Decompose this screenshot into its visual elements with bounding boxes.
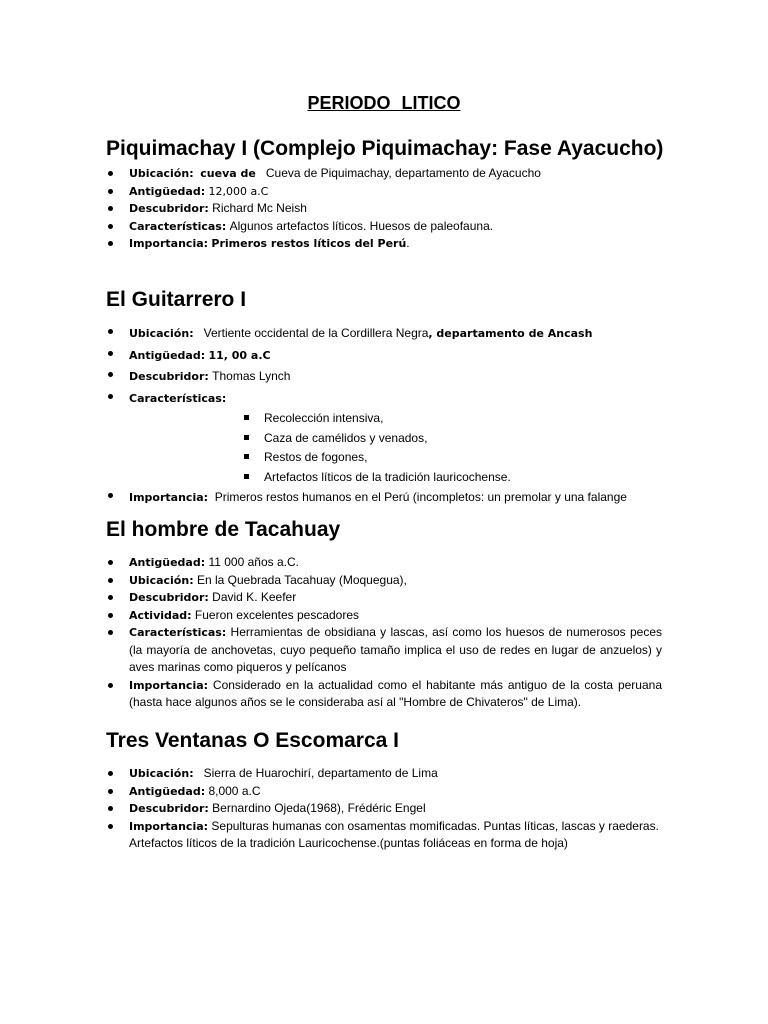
item-suffix: , departamento de Ancash <box>428 327 593 340</box>
item-label: Características: <box>129 391 227 405</box>
item-text: David K. Keefer <box>212 590 297 604</box>
list-item <box>106 554 662 572</box>
item-text: 8,000 a.C <box>208 783 261 798</box>
item-text: Bernardino Ojeda(1968), Frédéric Engel <box>212 801 426 815</box>
list-item <box>106 235 662 253</box>
item-label: Antigüedad: <box>129 556 206 569</box>
item-label: Descubridor: <box>129 591 209 604</box>
item-label: Descubridor: <box>129 202 209 215</box>
item-text: Sierra de Huarochirí, departamento de Lima <box>203 766 438 780</box>
list-item <box>106 345 662 367</box>
list-item <box>106 818 662 853</box>
item-text: Primeros restos humanos en el Perú (incompletos: un premolar y una falange <box>214 490 627 504</box>
item-label: Características: <box>129 219 227 233</box>
item-text: 11, 00 a.C <box>208 348 271 362</box>
list-item <box>106 366 662 388</box>
sub-list <box>129 409 662 487</box>
item-label: Importancia: <box>129 819 209 833</box>
list-item <box>106 487 662 509</box>
section-tres-ventanas <box>106 728 662 853</box>
document-title: PERIODO LITICO <box>307 93 461 113</box>
item-text: Thomas Lynch <box>212 369 291 383</box>
item-label: Importancia: <box>129 678 209 692</box>
list-item <box>106 800 662 818</box>
item-text: En la Quebrada Tacahuay (Moquegua), <box>196 572 407 587</box>
section-title: Tres Ventanas O Escomarca I <box>106 729 399 752</box>
item-text: Cueva de Piquimachay, departamento de Ayacucho <box>265 166 541 180</box>
list-item <box>106 765 662 783</box>
list-item <box>106 572 662 590</box>
item-label: Actividad: <box>129 608 192 622</box>
list-item <box>106 624 662 677</box>
item-label: Ubicación: <box>129 573 194 587</box>
list-item <box>106 165 662 183</box>
list-item <box>106 323 662 345</box>
item-text: Sepulturas humanas con osamentas momificadas. Puntas líticas, lascas y raederas. Artefactos líticos de la tradición Lauricochense.(puntas foliáceas en forma de hoja) <box>129 818 659 850</box>
item-label: Ubicación: <box>129 327 194 340</box>
item-text: 11 000 años a.C. <box>208 555 299 569</box>
sub-list-item: Recolección intensiva, <box>241 409 662 429</box>
list-item <box>106 677 662 712</box>
item-list <box>106 165 662 253</box>
item-text: Considerado en la actualidad como el habitante más antiguo de la costa peruana (hasta hace algunos años se le consideraba así al "Hombre de Chivateros" de Lima). <box>129 677 662 709</box>
sub-list-item: Artefactos líticos de la tradición lauricochense. <box>241 468 662 488</box>
item-label: Ubicación: <box>129 167 194 180</box>
section-tacahuay <box>106 517 662 712</box>
item-label: Descubridor: <box>129 370 209 383</box>
list-item <box>106 218 662 236</box>
item-text: Herramientas de obsidiana y lascas, así como los huesos de numerosos peces (la mayoría de anchovetas, cuyo pequeño tamaño implica el uso de redes en lugar de anzuelos) y aves marinas como piqueros y pelícanos <box>129 625 662 674</box>
section-guitarrero <box>106 287 662 509</box>
list-item <box>106 607 662 625</box>
list-item <box>106 200 662 218</box>
list-item <box>106 589 662 607</box>
section-title: El hombre de Tacahuay <box>106 518 341 541</box>
list-item <box>106 388 662 488</box>
section-piquimachay <box>106 136 662 253</box>
item-list <box>106 765 662 853</box>
item-label: Importancia: <box>129 237 209 250</box>
item-text: Algunos artefactos líticos. Huesos de paleofauna. <box>229 218 494 233</box>
item-text: Vertiente occidental de la Cordillera Negra <box>203 326 429 340</box>
item-text: Fueron excelentes pescadores <box>194 607 360 622</box>
item-prefix: cueva de <box>200 167 256 180</box>
item-label: Importancia: <box>129 491 209 504</box>
sub-list-item: Caza de camélidos y venados, <box>241 429 662 449</box>
section-title: Piquimachay I (Complejo Piquimachay: Fase Ayacucho) <box>106 137 664 160</box>
list-item <box>106 183 662 201</box>
item-label: Características: <box>129 626 227 639</box>
item-label: Antigüedad: <box>129 184 206 198</box>
item-label: Antigüedad: <box>129 784 206 798</box>
list-item <box>106 783 662 801</box>
item-text: 12,000 a.C <box>208 184 269 198</box>
item-suffix: . <box>406 236 410 250</box>
item-list <box>106 554 662 712</box>
section-title: El Guitarrero I <box>106 288 247 311</box>
item-label: Antigüedad: <box>129 348 206 362</box>
sub-list-item: Restos de fogones, <box>241 448 662 468</box>
item-text: Primeros restos líticos del Perú <box>211 237 407 250</box>
item-text: Richard Mc Neish <box>212 201 307 215</box>
item-label: Ubicación: <box>129 767 194 780</box>
item-list <box>106 323 662 509</box>
item-label: Descubridor: <box>129 802 209 815</box>
